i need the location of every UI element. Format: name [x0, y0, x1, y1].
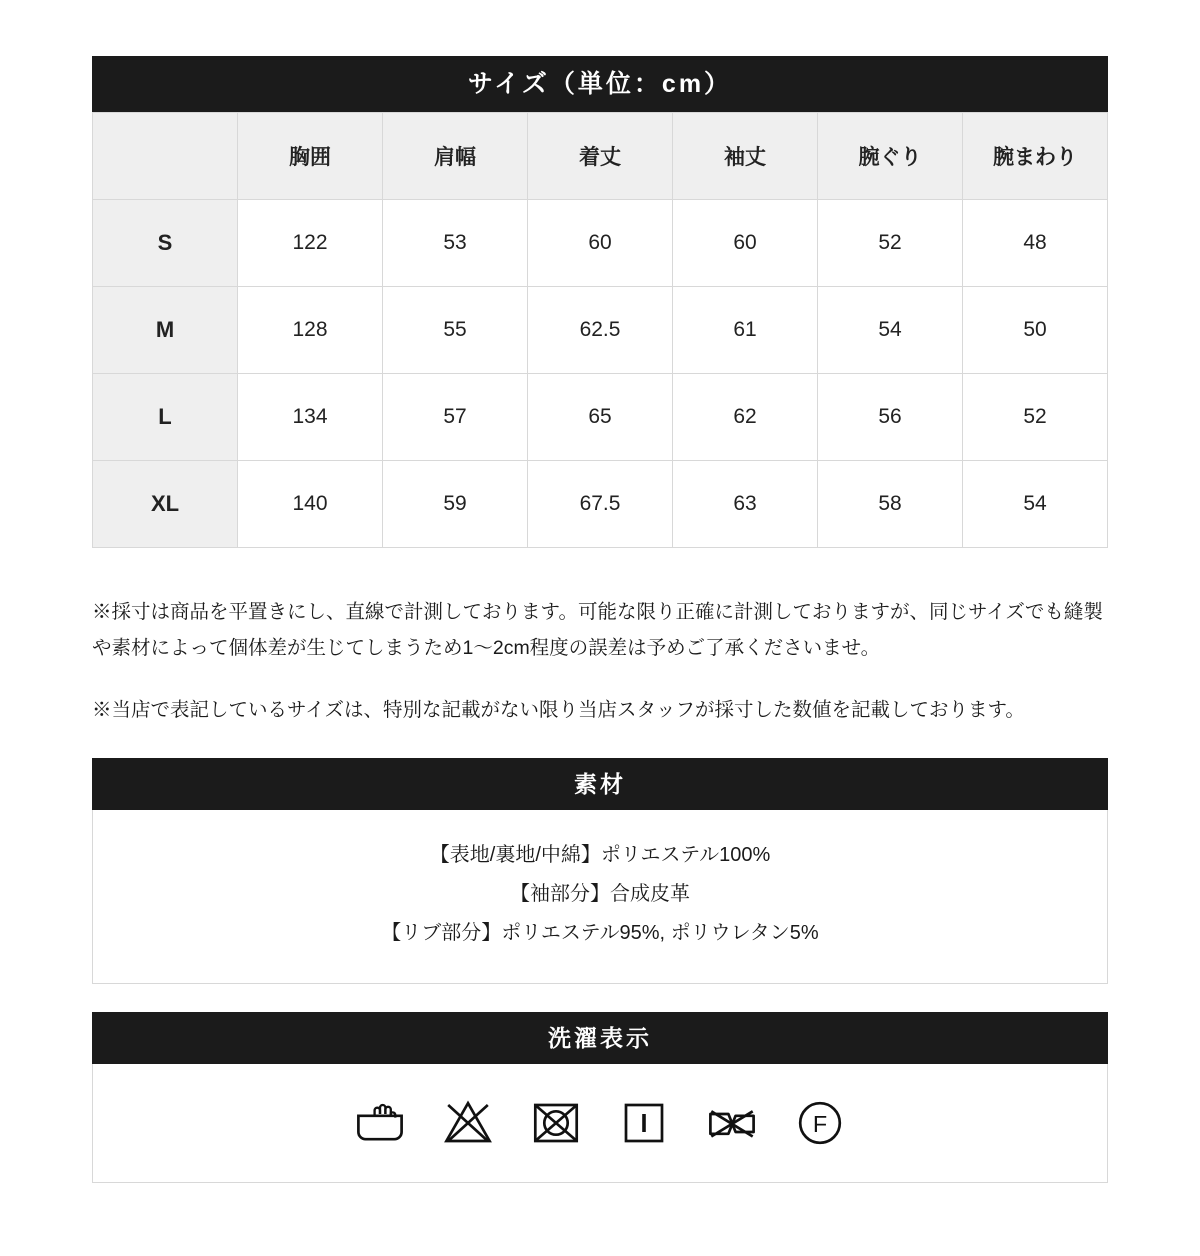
- cell-armhole: 58: [818, 461, 963, 548]
- cell-bust: 134: [238, 374, 383, 461]
- material-section: [92, 758, 1108, 984]
- cell-sleeve: 62: [673, 374, 818, 461]
- note-measurement-tolerance: ※採寸は商品を平置きにし、直線で計測しております。可能な限り正確に計測しておりますが、同じサイズでも縫製や素材によって個体差が生じてしまうため1〜2cm程度の誤差は予めご了承くださいませ。: [92, 601, 1103, 660]
- no-tumble-dry-icon: [529, 1096, 583, 1150]
- row-header-size: S: [93, 200, 238, 287]
- cell-shoulder: 53: [383, 200, 528, 287]
- cell-armhole: 54: [818, 287, 963, 374]
- table-header-row: [93, 113, 1108, 200]
- table-row: [93, 461, 1108, 548]
- wash-care-section: [92, 1012, 1108, 1183]
- table-row: [93, 287, 1108, 374]
- material-section-title: 素材: [92, 758, 1108, 810]
- wash-section-title: 洗濯表示: [92, 1012, 1108, 1064]
- cell-armwidth: 52: [963, 374, 1108, 461]
- cell-bust: 122: [238, 200, 383, 287]
- measurement-notes: [92, 594, 1108, 728]
- cell-armhole: 52: [818, 200, 963, 287]
- cell-shoulder: 59: [383, 461, 528, 548]
- dry-clean-f-icon: [793, 1096, 847, 1150]
- cell-sleeve: 61: [673, 287, 818, 374]
- material-line-sleeve: 【袖部分】合成皮革: [510, 883, 690, 906]
- note-measurement-source: ※当店で表記しているサイズは、特別な記載がない限り当店スタッフが採寸した数値を記載しております。: [92, 699, 1025, 722]
- size-section-title: サイズ（単位：cm）: [92, 56, 1108, 112]
- cell-length: 65: [528, 374, 673, 461]
- cell-armwidth: 50: [963, 287, 1108, 374]
- column-header-armwidth: 腕まわり: [963, 113, 1108, 200]
- cell-bust: 128: [238, 287, 383, 374]
- cell-sleeve: 63: [673, 461, 818, 548]
- cell-length: 67.5: [528, 461, 673, 548]
- cell-length: 62.5: [528, 287, 673, 374]
- material-line-shell: 【表地/裏地/中綿】ポリエステル100%: [429, 844, 771, 867]
- size-table-body: [93, 200, 1108, 548]
- cell-armwidth: 48: [963, 200, 1108, 287]
- column-header-length: 着丈: [528, 113, 673, 200]
- cell-sleeve: 60: [673, 200, 818, 287]
- row-header-size: XL: [93, 461, 238, 548]
- iron-low-icon: [617, 1096, 671, 1150]
- material-body: [92, 810, 1108, 984]
- cell-length: 60: [528, 200, 673, 287]
- no-wring-icon: [705, 1096, 759, 1150]
- cell-shoulder: 57: [383, 374, 528, 461]
- cell-bust: 140: [238, 461, 383, 548]
- column-header-bust: 胸囲: [238, 113, 383, 200]
- size-column-header: [93, 113, 238, 200]
- product-size-document: [0, 56, 1200, 1256]
- hand-wash-icon: [353, 1096, 407, 1150]
- material-line-rib: 【リブ部分】ポリエステル95%, ポリウレタン5%: [381, 922, 819, 945]
- no-bleach-icon: [441, 1096, 495, 1150]
- column-header-shoulder: 肩幅: [383, 113, 528, 200]
- row-header-size: L: [93, 374, 238, 461]
- cell-armwidth: 54: [963, 461, 1108, 548]
- table-row: [93, 374, 1108, 461]
- size-table: [92, 112, 1108, 548]
- svg-text:F: F: [812, 1111, 828, 1138]
- wash-icon-row: [92, 1064, 1108, 1183]
- size-table-head: [93, 113, 1108, 200]
- cell-armhole: 56: [818, 374, 963, 461]
- cell-shoulder: 55: [383, 287, 528, 374]
- size-section: [92, 56, 1108, 548]
- column-header-armhole: 腕ぐり: [818, 113, 963, 200]
- row-header-size: M: [93, 287, 238, 374]
- column-header-sleeve: 袖丈: [673, 113, 818, 200]
- table-row: [93, 200, 1108, 287]
